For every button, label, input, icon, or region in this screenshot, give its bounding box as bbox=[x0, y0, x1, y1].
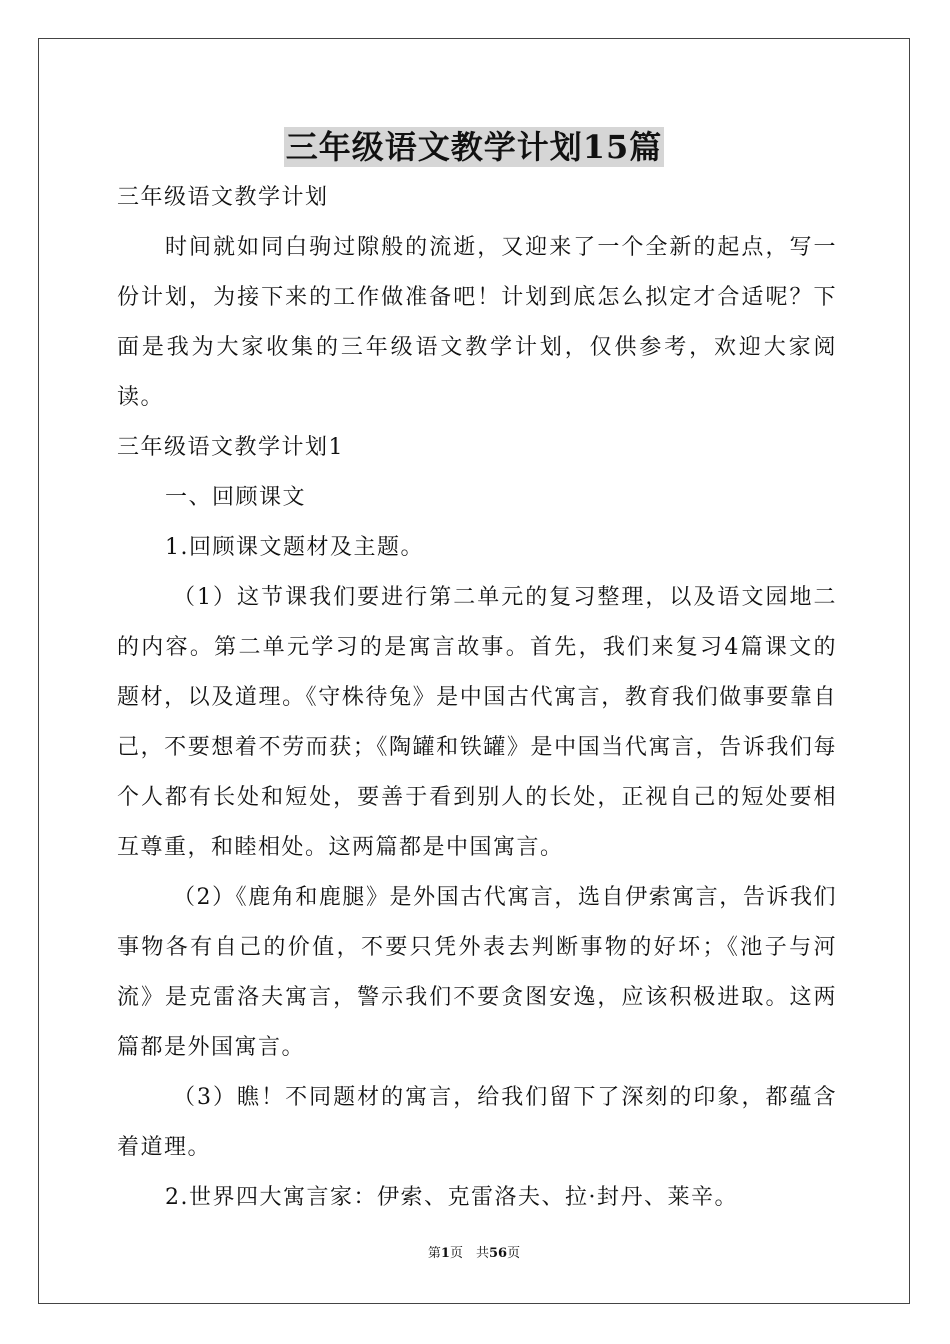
footer-mid: 页 共 bbox=[449, 1246, 489, 1261]
paragraph-review-point-1: 1.回顾课文题材及主题。 bbox=[165, 535, 424, 560]
document-body bbox=[117, 173, 837, 1223]
paragraph-heading: 三年级语文教学计划 bbox=[117, 185, 329, 210]
page-footer bbox=[39, 1245, 909, 1263]
title-container bbox=[39, 127, 909, 167]
footer-current-page: 1 bbox=[440, 1246, 450, 1261]
document-page bbox=[38, 38, 910, 1304]
paragraph-intro: 时间就如同白驹过隙般的流逝，又迎来了一个全新的起点，写一份计划，为接下来的工作做准备吧！计划到底怎么拟定才合适呢？下面是我为大家收集的三年级语文教学计划，仅供参考，欢迎大家阅读。 bbox=[117, 235, 837, 410]
footer-total-pages: 56 bbox=[488, 1246, 508, 1261]
paragraph-item-2: （2）《鹿角和鹿腿》是外国古代寓言，选自伊索寓言，告诉我们事物各有自己的价值，不要只凭外表去判断事物的好坏；《池子与河流》是克雷洛夫寓言，警示我们不要贪图安逸，应该积极进取。这两篇都是外国寓言。 bbox=[117, 885, 837, 1060]
paragraph-review-point-2: 2.世界四大寓言家：伊索、克雷洛夫、拉·封丹、莱辛。 bbox=[165, 1185, 738, 1210]
footer-suffix: 页 bbox=[507, 1246, 521, 1261]
paragraph-item-1: （1）这节课我们要进行第二单元的复习整理，以及语文园地二的内容。第二单元学习的是寓言故事。首先，我们来复习4篇课文的题材，以及道理。《守株待兔》是中国古代寓言，教育我们做事要靠自己，不要想着不劳而获；《陶罐和铁罐》是中国当代寓言，告诉我们每个人都有长处和短处，要善于看到别人的长处，正视自己的短处要相互尊重，和睦相处。这两篇都是中国寓言。 bbox=[117, 585, 837, 860]
paragraph-item-3: （3）瞧！不同题材的寓言，给我们留下了深刻的印象，都蕴含着道理。 bbox=[117, 1085, 837, 1160]
paragraph-review-heading: 一、回顾课文 bbox=[165, 485, 307, 510]
document-title: 三年级语文教学计划15篇 bbox=[285, 128, 663, 166]
footer-prefix: 第 bbox=[427, 1246, 441, 1261]
paragraph-section-heading: 三年级语文教学计划1 bbox=[117, 435, 344, 460]
